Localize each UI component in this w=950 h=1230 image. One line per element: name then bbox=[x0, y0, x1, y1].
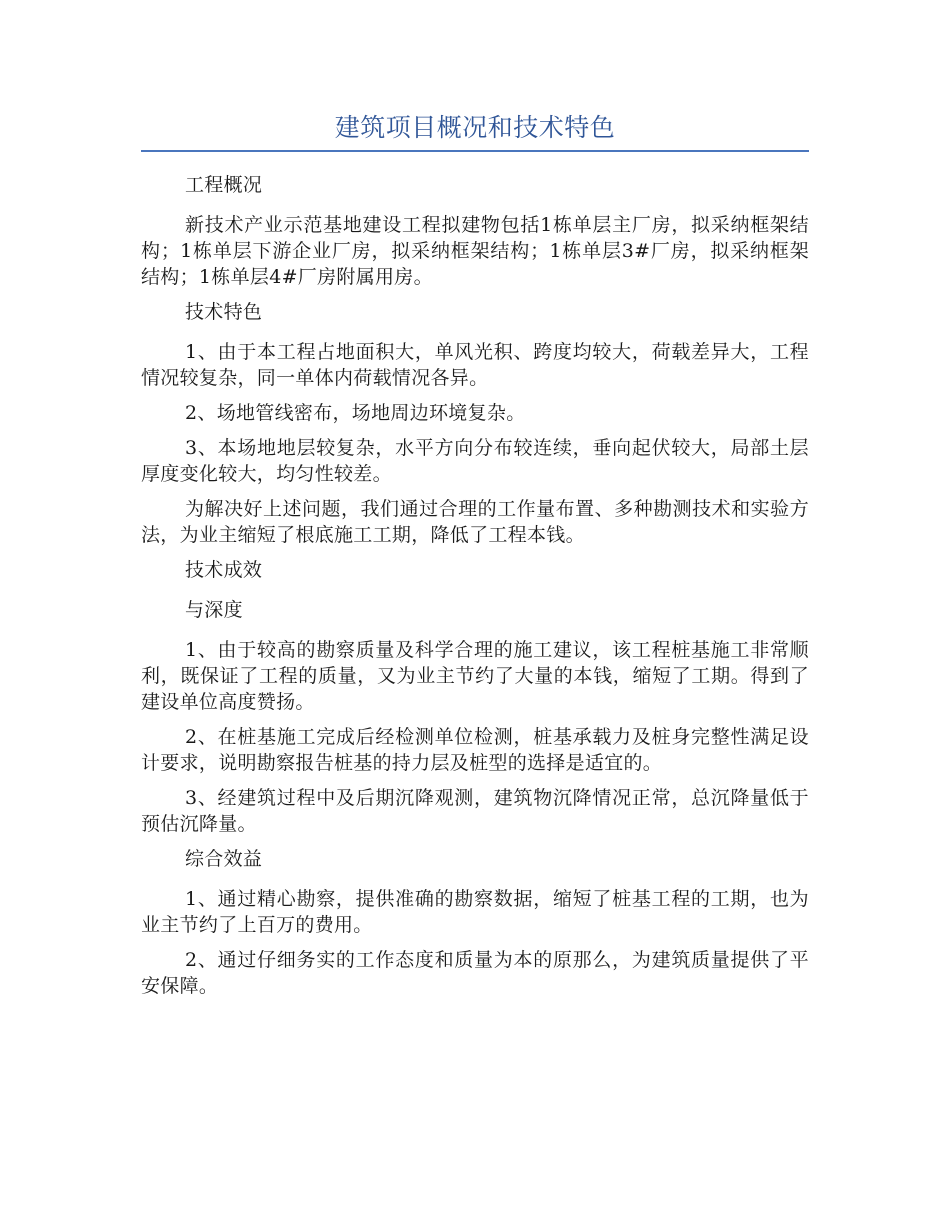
section-heading-project-overview: 工程概况 bbox=[185, 174, 263, 196]
paragraph-benefit-2: 2、通过仔细务实的工作态度和质量为本的原那么，为建筑质量提供了平安保障。 bbox=[141, 949, 809, 997]
paragraph-solution: 为解决好上述问题，我们通过合理的工作量布置、多种勘测技术和实验方法，为业主缩短了根底施工工期，降低了工程本钱。 bbox=[141, 498, 809, 546]
paragraph-result-1: 1、由于较高的勘察质量及科学合理的施工建议，该工程桩基施工非常顺利，既保证了工程的质量，又为业主节约了大量的本钱，缩短了工期。得到了建设单位高度赞扬。 bbox=[141, 639, 809, 713]
paragraph-result-3: 3、经建筑过程中及后期沉降观测，建筑物沉降情况正常，总沉降量低于预估沉降量。 bbox=[141, 787, 809, 835]
paragraph-project-overview: 新技术产业示范基地建设工程拟建物包括1栋单层主厂房，拟采纳框架结构；1栋单层下游企业厂房，拟采纳框架结构；1栋单层3#厂房，拟采纳框架结构；1栋单层4#厂房附属用房。 bbox=[141, 214, 809, 288]
paragraph-feature-1: 1、由于本工程占地面积大，单风光积、跨度均较大，荷载差异大，工程情况较复杂，同一单体内荷载情况各异。 bbox=[141, 341, 809, 389]
title-underline bbox=[141, 150, 809, 152]
paragraph-benefit-1: 1、通过精心勘察，提供准确的勘察数据，缩短了桩基工程的工期，也为业主节约了上百万的费用。 bbox=[141, 888, 809, 936]
paragraph-feature-3: 3、本场地地层较复杂，水平方向分布较连续，垂向起伏较大，局部土层厚度变化较大，均匀性较差。 bbox=[141, 437, 809, 485]
section-heading-technical-features: 技术特色 bbox=[185, 301, 263, 323]
document-page bbox=[141, 108, 809, 1008]
paragraph-feature-2: 2、场地管线密布，场地周边环境复杂。 bbox=[185, 402, 526, 424]
section-heading-overall-benefits: 综合效益 bbox=[185, 848, 263, 870]
section-heading-technical-results: 技术成效 bbox=[185, 559, 263, 581]
section-heading-depth: 与深度 bbox=[185, 599, 243, 621]
paragraph-result-2: 2、在桩基施工完成后经检测单位检测，桩基承载力及桩身完整性满足设计要求，说明勘察报告桩基的持力层及桩型的选择是适宜的。 bbox=[141, 726, 809, 774]
document-title: 建筑项目概况和技术特色 bbox=[334, 113, 616, 142]
